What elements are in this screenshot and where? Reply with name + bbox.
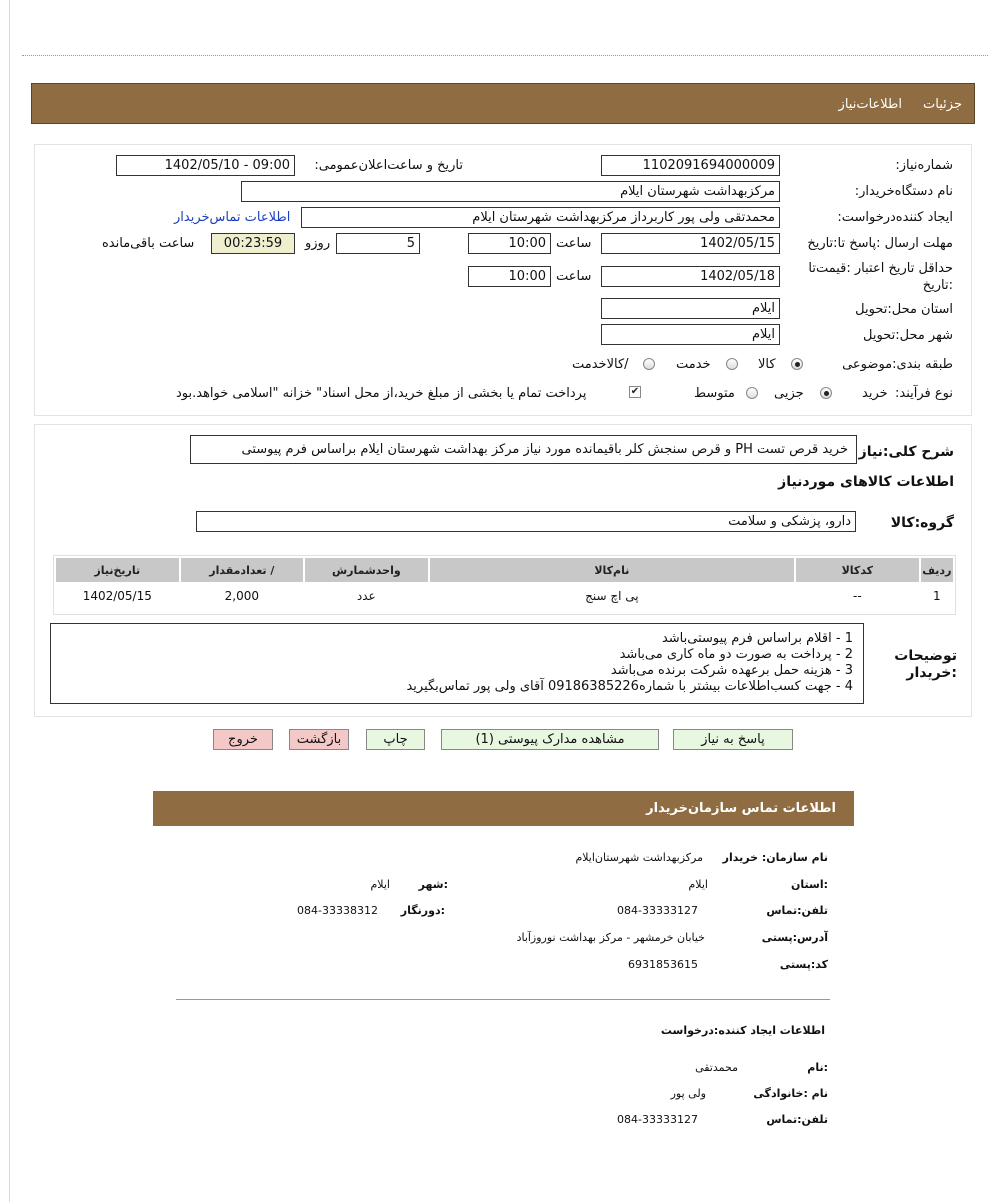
contact-address-label: آدرس:پستی	[761, 931, 828, 944]
validity-label-1: حداقل تاریخ اعتبار :قیمت‌تا	[808, 261, 953, 276]
city-label: شهر محل:تحویل	[863, 328, 953, 343]
days-label: روزو	[305, 236, 331, 251]
buyer-notes-label-1: توضیحات	[894, 648, 957, 664]
contact-postal-value: 6931853615	[628, 958, 698, 971]
contact-province-value: ایلام	[688, 878, 708, 891]
deadline-hour-label: ساعت	[556, 236, 592, 251]
creator-family-label: نام :خانوادگی	[753, 1087, 828, 1100]
contact-header-bar	[153, 791, 854, 826]
validity-date-field: 1402/05/18	[601, 266, 780, 287]
remaining-time-field: 00:23:59	[211, 233, 295, 254]
category-goods-label: کالا	[758, 357, 776, 372]
need-number-field: 1102091694000009	[601, 155, 780, 176]
category-goods-service-radio[interactable]	[643, 358, 655, 370]
col-unit-header: واحدشمارش	[305, 558, 428, 582]
creator-field: محمدتقی ولی پور کاربرداز مرکزبهداشت شهرستان ایلام	[301, 207, 780, 228]
process-label: نوع فرآیند:	[895, 386, 953, 401]
cell-name: پی اچ سنج	[585, 589, 639, 603]
view-attachments-button[interactable]: مشاهده مدارک پیوستی (1)	[441, 729, 659, 750]
creator-name-value: محمدتقی	[695, 1061, 738, 1074]
goods-table-wrapper	[53, 555, 956, 615]
buyer-notes-box	[50, 623, 864, 704]
group-label: گروه:کالا	[890, 515, 954, 531]
deadline-label: مهلت ارسال :پاسخ تا:تاریخ	[807, 236, 953, 251]
col-name-header: نام‌کالا	[430, 558, 795, 582]
summary-field: خرید قرص تست PH و قرص سنجش کلر باقیمانده مورد نیاز مرکز بهداشت شهرستان ایلام براساس فرم پیوستی	[190, 435, 857, 464]
header-bar	[31, 83, 975, 124]
col-quantity-header: / تعدادمقدار	[181, 558, 304, 582]
cell-unit: عدد	[356, 589, 376, 603]
process-medium-radio[interactable]	[746, 387, 758, 399]
validity-hour-label: ساعت	[556, 269, 592, 284]
days-field: 5	[336, 233, 420, 254]
col-row-header: ردیف	[921, 558, 953, 582]
col-date-header: تاریخ‌نیاز	[56, 558, 179, 582]
need-number-label: شماره‌نیاز:	[895, 158, 953, 173]
creator-phone-label: تلفن:تماس	[766, 1113, 828, 1126]
validity-time-field: 10:00	[468, 266, 551, 287]
announce-label: تاریخ و ساعت‌اعلان‌عمومی:	[314, 158, 463, 173]
creator-label: ایجاد کننده‌درخواست:	[837, 210, 953, 225]
contact-phone-value: 084-33333127	[617, 904, 698, 917]
contact-city-label: :شهر	[418, 878, 448, 891]
group-field: دارو، پزشکی و سلامت	[196, 511, 856, 532]
note-line: 3 - هزینه حمل برعهده شرکت برنده می‌باشد	[610, 663, 853, 678]
note-line: 4 - جهت کسب‌اطلاعات بیشتر با شماره09186385226 آقای ولی پور تماس‌بگیرید	[406, 679, 853, 694]
summary-label: شرح کلی:نیاز	[858, 444, 954, 460]
remaining-label: ساعت باقی‌مانده	[102, 236, 195, 251]
contact-org-label: نام سازمان: خریدار	[722, 851, 828, 864]
note-line: 1 - اقلام براساس فرم پیوستی‌باشد	[661, 631, 853, 646]
reply-button[interactable]: پاسخ به نیاز	[673, 729, 793, 750]
province-field: ایلام	[601, 298, 780, 319]
creator-family-value: ولی پور	[670, 1087, 706, 1100]
cell-date: 1402/05/15	[82, 589, 152, 603]
creator-name-label: :نام	[807, 1061, 828, 1074]
creator-info-title: اطلاعات ایجاد کننده:درخواست	[660, 1024, 825, 1037]
contact-fax-value: 084-33338312	[297, 904, 378, 917]
contact-divider	[176, 999, 830, 1000]
category-service-label: خدمت	[676, 357, 711, 372]
process-buy-label: خرید	[862, 386, 888, 401]
col-code-header: کدکالا	[796, 558, 919, 582]
contact-phone-label: تلفن:تماس	[766, 904, 828, 917]
category-label: طبقه بندی:موضوعی	[842, 357, 953, 372]
goods-table	[54, 556, 955, 610]
buyer-notes-label-2: :خریدار	[906, 665, 957, 681]
province-label: استان محل:تحویل	[855, 302, 953, 317]
payment-treasury-checkbox[interactable]: ✔	[630, 386, 640, 397]
category-service-radio[interactable]	[726, 358, 738, 370]
city-field: ایلام	[601, 324, 780, 345]
category-goods-service-label: /کالاخدمت	[572, 357, 629, 372]
back-button[interactable]: بازگشت	[289, 729, 349, 750]
payment-note: پرداخت تمام یا بخشی از مبلغ خرید،از محل اسناد" خزانه "اسلامی خواهد.بود	[176, 386, 587, 401]
buyer-contact-link[interactable]: اطلاعات تماس‌خریدار	[174, 210, 291, 225]
contact-fax-label: :دورنگار	[400, 904, 445, 917]
tab-details[interactable]: جزئیات	[923, 97, 962, 112]
contact-org-value: مرکزبهداشت شهرستان‌ایلام	[575, 851, 703, 864]
process-minor-label: جزیی	[774, 386, 804, 401]
cell-row: 1	[932, 589, 941, 603]
announce-field: 1402/05/10 - 09:00	[116, 155, 295, 176]
note-line: 2 - پرداخت به صورت دو ماه کاری می‌باشد	[619, 647, 853, 662]
validity-label-2: :تاریخ	[922, 278, 953, 293]
buyer-org-label: نام دستگاه‌خریدار:	[854, 184, 953, 199]
goods-info-title: اطلاعات کالاهای موردنیاز	[778, 474, 954, 490]
table-row	[56, 584, 953, 608]
exit-button[interactable]: خروج	[213, 729, 273, 750]
creator-phone-value: 084-33333127	[617, 1113, 698, 1126]
deadline-time-field: 10:00	[468, 233, 551, 254]
tab-need-info[interactable]: اطلاعات‌نیاز	[838, 97, 902, 112]
deadline-date-field: 1402/05/15	[601, 233, 780, 254]
cell-quantity: 2,000	[224, 589, 259, 603]
process-minor-radio[interactable]	[820, 387, 832, 399]
contact-address-value: خیابان خرمشهر - مرکز بهداشت نوروزآباد	[516, 931, 705, 944]
contact-province-label: :استان	[791, 878, 828, 891]
contact-city-value: ایلام	[370, 878, 390, 891]
contact-postal-label: کد:پستی	[779, 958, 828, 971]
page-left-border	[9, 0, 10, 1202]
category-goods-radio[interactable]	[791, 358, 803, 370]
contact-title: اطلاعات تماس سازمان‌خریدار	[646, 801, 836, 816]
process-medium-label: متوسط	[694, 386, 735, 401]
cell-code: --	[853, 589, 862, 603]
print-button[interactable]: چاپ	[366, 729, 425, 750]
top-dotted-separator	[22, 55, 988, 56]
buyer-org-field: مرکزبهداشت شهرستان ایلام	[241, 181, 780, 202]
